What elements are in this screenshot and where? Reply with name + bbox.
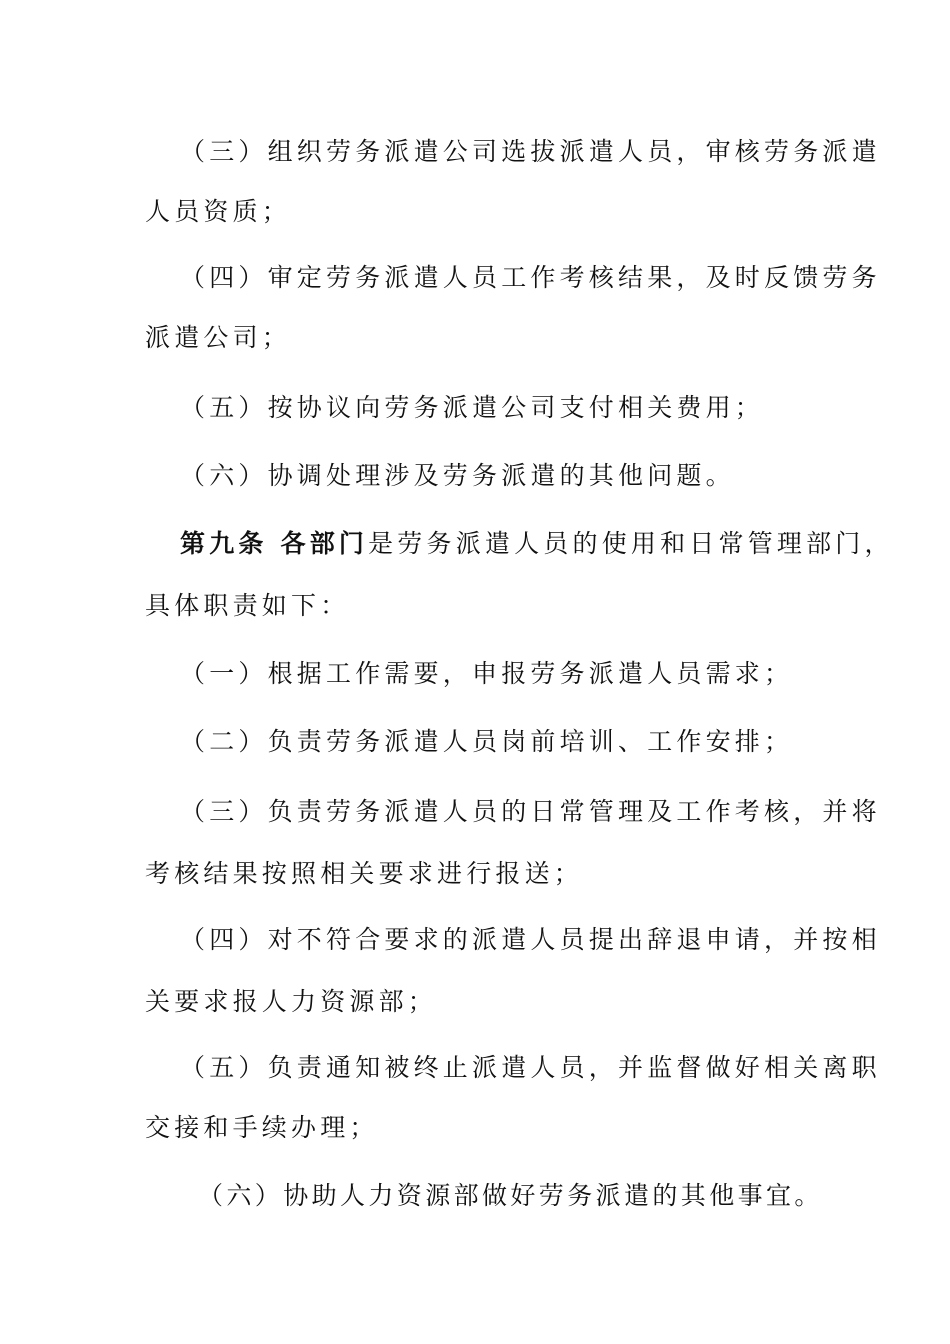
paragraph-line: 派遣公司； — [145, 323, 292, 352]
paragraph-line: 交接和手续办理； — [145, 1113, 379, 1142]
paragraph-line: （一）根据工作需要，申报劳务派遣人员需求； — [180, 659, 794, 688]
paragraph-line: 人员资质； — [145, 197, 292, 226]
article-9-text: 是劳务派遣人员的使用和日常管理部门， — [368, 529, 894, 558]
article-9-heading: 第九条 各部门 — [180, 529, 369, 558]
paragraph-line: （五）按协议向劳务派遣公司支付相关费用； — [180, 393, 765, 422]
paragraph-line: （六）协调处理涉及劳务派遣的其他问题。 — [180, 461, 735, 490]
paragraph-line: （五）负责通知被终止派遣人员，并监督做好相关离职 — [180, 1053, 881, 1082]
paragraph-line: （三）负责劳务派遣人员的日常管理及工作考核，并将 — [180, 797, 881, 826]
paragraph-line: （四）审定劳务派遣人员工作考核结果，及时反馈劳务 — [180, 263, 881, 292]
paragraph-line: （六）协助人力资源部做好劳务派遣的其他事宜。 — [198, 1181, 823, 1210]
paragraph-line: 具体职责如下： — [145, 591, 350, 620]
paragraph-line: （二）负责劳务派遣人员岗前培训、工作安排； — [180, 727, 794, 756]
paragraph-line: （三）组织劳务派遣公司选拔派遣人员，审核劳务派遣 — [180, 137, 881, 166]
paragraph-line: 关要求报人力资源部； — [145, 987, 438, 1016]
paragraph-line: （四）对不符合要求的派遣人员提出辞退申请，并按相 — [180, 925, 881, 954]
article-9-line — [180, 528, 894, 560]
paragraph-line: 考核结果按照相关要求进行报送； — [145, 859, 584, 888]
